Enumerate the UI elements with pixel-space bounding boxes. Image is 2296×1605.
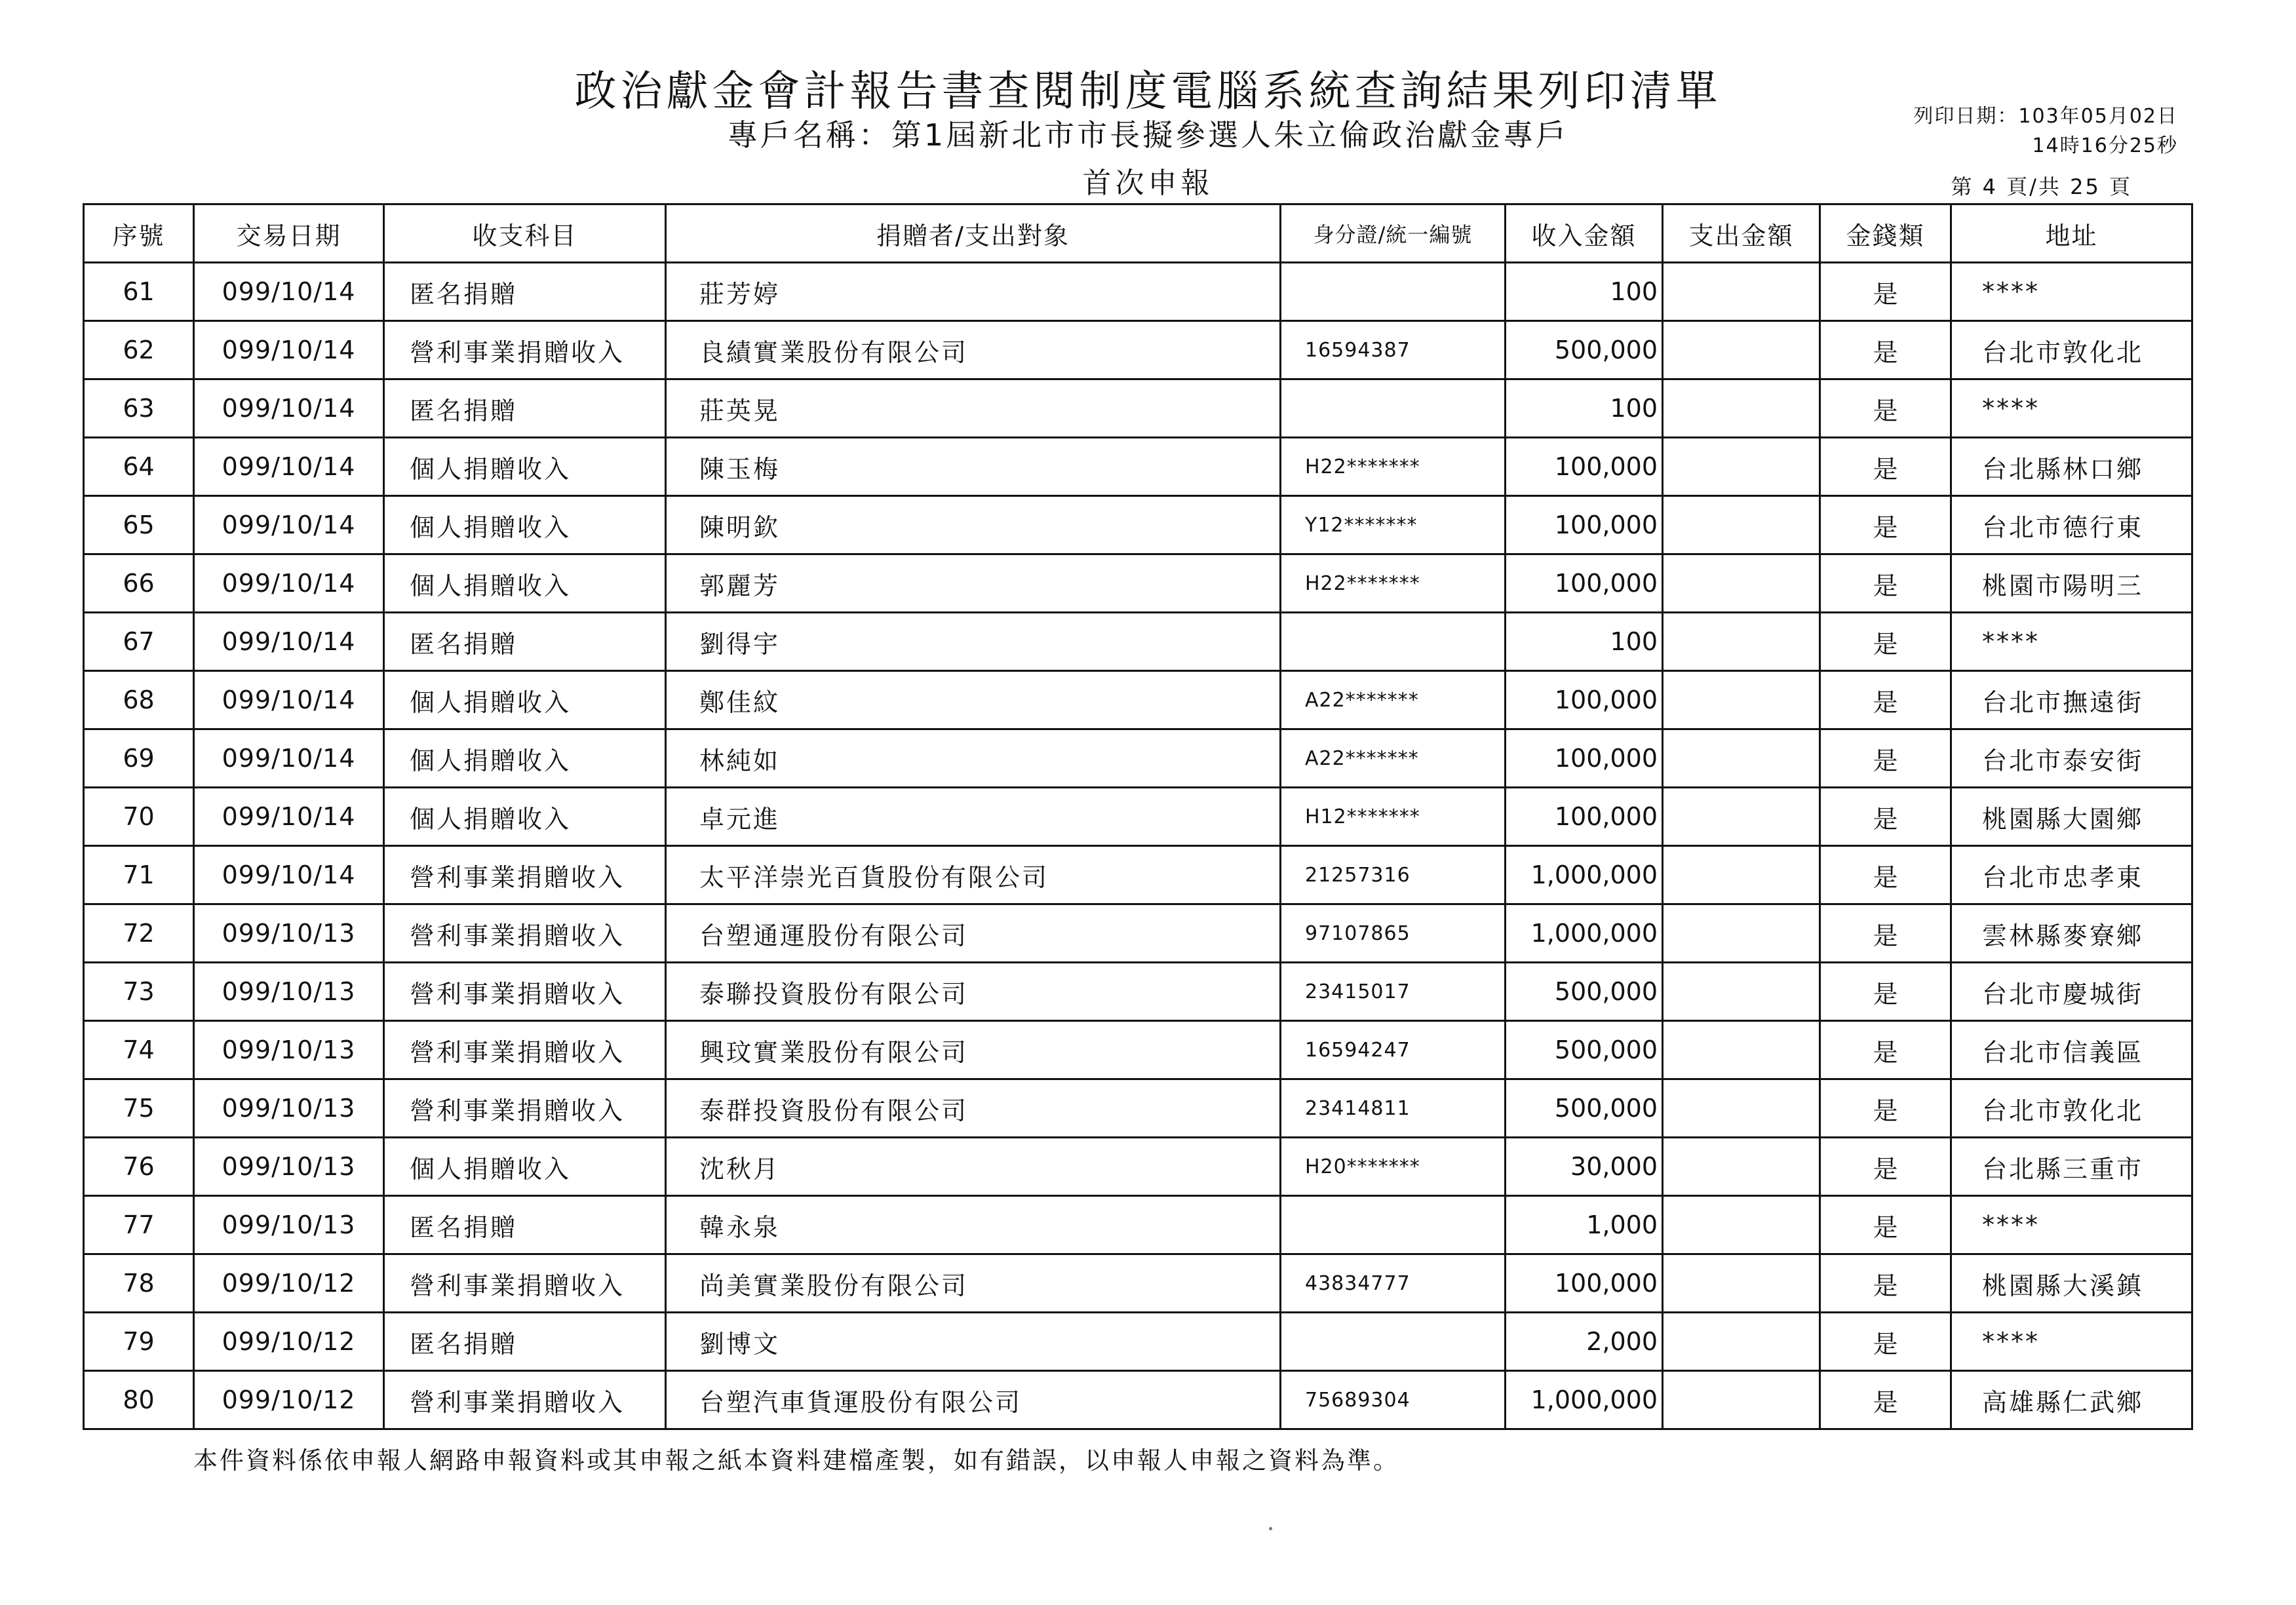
cell-seq: 68 [84,671,194,729]
cell-donor: 尚美實業股份有限公司 [666,1254,1281,1313]
cell-donor: 韓永泉 [666,1196,1281,1254]
table-row [84,554,2192,613]
cell-address: 台北縣三重市 [1951,1138,2192,1196]
cell-date: 099/10/12 [194,1371,384,1429]
cell-money-type: 是 [1820,1254,1951,1313]
cell-expense [1663,729,1820,788]
cell-expense [1663,263,1820,321]
cell-category: 營利事業捐贈收入 [384,904,666,963]
cell-id: H22******* [1281,554,1506,613]
table-row [84,729,2192,788]
cell-date: 099/10/13 [194,1021,384,1079]
cell-expense [1663,613,1820,671]
cell-address: 台北市慶城街 [1951,963,2192,1021]
cell-date: 099/10/13 [194,1138,384,1196]
cell-seq: 78 [84,1254,194,1313]
cell-address: 台北市泰安街 [1951,729,2192,788]
cell-id: A22******* [1281,671,1506,729]
account-name: 專戶名稱：第1屆新北市市長擬參選人朱立倫政治獻金專戶 [727,117,1569,153]
table-row [84,1371,2192,1429]
cell-donor: 卓元進 [666,788,1281,846]
table-header-row [84,204,2192,263]
cell-id: Y12******* [1281,496,1506,554]
cell-date: 099/10/12 [194,1313,384,1371]
cell-money-type: 是 [1820,321,1951,379]
table-row [84,1313,2192,1371]
table-row [84,846,2192,904]
cell-donor: 沈秋月 [666,1138,1281,1196]
cell-money-type: 是 [1820,613,1951,671]
donation-table [83,203,2193,1430]
table-row [84,613,2192,671]
cell-address: **** [1951,613,2192,671]
cell-seq: 70 [84,788,194,846]
cell-category: 匿名捐贈 [384,263,666,321]
document-title: 政治獻金會計報告書查閱制度電腦系統查詢結果列印清單 [574,68,1722,116]
cell-id: 75689304 [1281,1371,1506,1429]
cell-expense [1663,846,1820,904]
cell-date: 099/10/13 [194,904,384,963]
cell-money-type: 是 [1820,438,1951,496]
cell-donor: 泰聯投資股份有限公司 [666,963,1281,1021]
scan-speck [1269,1527,1272,1530]
cell-income: 100,000 [1506,438,1663,496]
cell-id [1281,263,1506,321]
cell-id: 16594387 [1281,321,1506,379]
cell-category: 匿名捐贈 [384,613,666,671]
table-row [84,438,2192,496]
cell-date: 099/10/14 [194,438,384,496]
cell-address: 台北市敦化北 [1951,321,2192,379]
cell-donor: 泰群投資股份有限公司 [666,1079,1281,1138]
table-row [84,263,2192,321]
cell-income: 500,000 [1506,1021,1663,1079]
cell-category: 個人捐贈收入 [384,671,666,729]
cell-income: 1,000 [1506,1196,1663,1254]
cell-category: 個人捐贈收入 [384,1138,666,1196]
cell-money-type: 是 [1820,554,1951,613]
header-money-type: 金錢類 [1820,204,1951,263]
cell-date: 099/10/14 [194,613,384,671]
table-row [84,788,2192,846]
cell-expense [1663,1079,1820,1138]
header-income: 收入金額 [1506,204,1663,263]
cell-expense [1663,1371,1820,1429]
cell-category: 營利事業捐贈收入 [384,1079,666,1138]
cell-seq: 65 [84,496,194,554]
cell-seq: 80 [84,1371,194,1429]
cell-seq: 73 [84,963,194,1021]
header-category: 收支科目 [384,204,666,263]
cell-category: 個人捐贈收入 [384,729,666,788]
cell-expense [1663,1313,1820,1371]
cell-address: **** [1951,379,2192,438]
cell-date: 099/10/14 [194,846,384,904]
cell-category: 匿名捐贈 [384,1196,666,1254]
cell-date: 099/10/14 [194,554,384,613]
cell-expense [1663,438,1820,496]
cell-id: 21257316 [1281,846,1506,904]
cell-category: 營利事業捐贈收入 [384,1021,666,1079]
cell-id: H20******* [1281,1138,1506,1196]
cell-money-type: 是 [1820,729,1951,788]
cell-income: 100 [1506,379,1663,438]
cell-money-type: 是 [1820,963,1951,1021]
cell-income: 30,000 [1506,1138,1663,1196]
header-seq: 序號 [84,204,194,263]
cell-expense [1663,904,1820,963]
table-row [84,671,2192,729]
cell-income: 1,000,000 [1506,846,1663,904]
cell-money-type: 是 [1820,1313,1951,1371]
cell-date: 099/10/14 [194,729,384,788]
cell-expense [1663,1196,1820,1254]
report-type: 首次申報 [1082,166,1214,200]
cell-date: 099/10/14 [194,379,384,438]
table-row [84,1254,2192,1313]
cell-expense [1663,554,1820,613]
cell-id: A22******* [1281,729,1506,788]
cell-id: 97107865 [1281,904,1506,963]
cell-category: 個人捐贈收入 [384,788,666,846]
cell-donor: 莊芳婷 [666,263,1281,321]
cell-money-type: 是 [1820,846,1951,904]
table-row [84,379,2192,438]
header-id: 身分證/統一編號 [1281,204,1506,263]
cell-expense [1663,671,1820,729]
cell-money-type: 是 [1820,379,1951,438]
cell-money-type: 是 [1820,671,1951,729]
cell-category: 個人捐贈收入 [384,496,666,554]
cell-income: 100,000 [1506,729,1663,788]
cell-donor: 莊英晃 [666,379,1281,438]
cell-income: 100 [1506,263,1663,321]
print-time: 14時16分25秒 [2032,134,2178,157]
cell-id: 16594247 [1281,1021,1506,1079]
cell-seq: 76 [84,1138,194,1196]
table-row [84,1079,2192,1138]
header-expense: 支出金額 [1663,204,1820,263]
cell-category: 營利事業捐贈收入 [384,963,666,1021]
cell-money-type: 是 [1820,1138,1951,1196]
cell-address: **** [1951,263,2192,321]
cell-id [1281,1313,1506,1371]
cell-expense [1663,788,1820,846]
table-row [84,1196,2192,1254]
cell-income: 2,000 [1506,1313,1663,1371]
cell-address: 台北市德行東 [1951,496,2192,554]
cell-address: **** [1951,1196,2192,1254]
table-row [84,1021,2192,1079]
header-date: 交易日期 [194,204,384,263]
cell-money-type: 是 [1820,904,1951,963]
cell-donor: 台塑汽車貨運股份有限公司 [666,1371,1281,1429]
cell-date: 099/10/13 [194,1196,384,1254]
cell-address: 台北市敦化北 [1951,1079,2192,1138]
cell-expense [1663,1254,1820,1313]
cell-id [1281,613,1506,671]
cell-expense [1663,321,1820,379]
cell-money-type: 是 [1820,496,1951,554]
cell-seq: 72 [84,904,194,963]
cell-category: 營利事業捐贈收入 [384,1254,666,1313]
cell-seq: 69 [84,729,194,788]
cell-income: 1,000,000 [1506,1371,1663,1429]
cell-money-type: 是 [1820,788,1951,846]
cell-income: 100,000 [1506,496,1663,554]
cell-seq: 75 [84,1079,194,1138]
cell-expense [1663,1138,1820,1196]
cell-address: 高雄縣仁武鄉 [1951,1371,2192,1429]
cell-id [1281,1196,1506,1254]
cell-address: 台北縣林口鄉 [1951,438,2192,496]
cell-category: 營利事業捐贈收入 [384,1371,666,1429]
cell-seq: 71 [84,846,194,904]
cell-id: 23414811 [1281,1079,1506,1138]
cell-address: 台北市忠孝東 [1951,846,2192,904]
cell-income: 100,000 [1506,1254,1663,1313]
cell-id [1281,379,1506,438]
cell-address: 桃園市陽明三 [1951,554,2192,613]
cell-seq: 74 [84,1021,194,1079]
cell-donor: 台塑通運股份有限公司 [666,904,1281,963]
header-donor: 捐贈者/支出對象 [666,204,1281,263]
cell-seq: 64 [84,438,194,496]
cell-date: 099/10/14 [194,671,384,729]
cell-income: 500,000 [1506,963,1663,1021]
cell-income: 100 [1506,613,1663,671]
table-row [84,1138,2192,1196]
cell-money-type: 是 [1820,1196,1951,1254]
cell-category: 匿名捐贈 [384,379,666,438]
cell-date: 099/10/12 [194,1254,384,1313]
cell-date: 099/10/14 [194,263,384,321]
cell-id: 23415017 [1281,963,1506,1021]
cell-category: 個人捐贈收入 [384,438,666,496]
cell-donor: 陳玉梅 [666,438,1281,496]
cell-date: 099/10/13 [194,963,384,1021]
page-info: 第 4 頁/共 25 頁 [1951,174,2132,199]
cell-donor: 陳明欽 [666,496,1281,554]
cell-income: 100,000 [1506,554,1663,613]
cell-address: 桃園縣大溪鎮 [1951,1254,2192,1313]
cell-seq: 77 [84,1196,194,1254]
cell-donor: 劉得宇 [666,613,1281,671]
cell-donor: 劉博文 [666,1313,1281,1371]
cell-donor: 興玟實業股份有限公司 [666,1021,1281,1079]
cell-donor: 郭麗芳 [666,554,1281,613]
cell-seq: 63 [84,379,194,438]
cell-id: H22******* [1281,438,1506,496]
cell-date: 099/10/14 [194,496,384,554]
cell-category: 營利事業捐贈收入 [384,846,666,904]
cell-expense [1663,1021,1820,1079]
print-date: 列印日期：103年05月02日 [1913,105,2178,128]
cell-category: 營利事業捐贈收入 [384,321,666,379]
cell-donor: 太平洋崇光百貨股份有限公司 [666,846,1281,904]
cell-seq: 61 [84,263,194,321]
header-address: 地址 [1951,204,2192,263]
cell-category: 個人捐贈收入 [384,554,666,613]
cell-income: 1,000,000 [1506,904,1663,963]
cell-income: 500,000 [1506,321,1663,379]
cell-seq: 66 [84,554,194,613]
cell-expense [1663,496,1820,554]
table-row [84,496,2192,554]
cell-seq: 67 [84,613,194,671]
cell-date: 099/10/14 [194,788,384,846]
cell-income: 100,000 [1506,788,1663,846]
cell-seq: 62 [84,321,194,379]
cell-money-type: 是 [1820,1079,1951,1138]
cell-expense [1663,379,1820,438]
cell-money-type: 是 [1820,263,1951,321]
table-row [84,963,2192,1021]
cell-seq: 79 [84,1313,194,1371]
cell-money-type: 是 [1820,1021,1951,1079]
footer-note: 本件資料係依申報人網路申報資料或其申報之紙本資料建檔產製，如有錯誤，以申報人申報之資料為準。 [193,1446,1399,1475]
table-row [84,321,2192,379]
cell-date: 099/10/14 [194,321,384,379]
cell-id: H12******* [1281,788,1506,846]
cell-money-type: 是 [1820,1371,1951,1429]
cell-donor: 良績實業股份有限公司 [666,321,1281,379]
cell-address: **** [1951,1313,2192,1371]
cell-category: 匿名捐贈 [384,1313,666,1371]
cell-date: 099/10/13 [194,1079,384,1138]
cell-income: 100,000 [1506,671,1663,729]
cell-income: 500,000 [1506,1079,1663,1138]
cell-donor: 鄭佳紋 [666,671,1281,729]
table-row [84,904,2192,963]
cell-expense [1663,963,1820,1021]
cell-donor: 林純如 [666,729,1281,788]
cell-address: 桃園縣大園鄉 [1951,788,2192,846]
cell-address: 台北市信義區 [1951,1021,2192,1079]
cell-address: 台北市撫遠街 [1951,671,2192,729]
cell-address: 雲林縣麥寮鄉 [1951,904,2192,963]
cell-id: 43834777 [1281,1254,1506,1313]
